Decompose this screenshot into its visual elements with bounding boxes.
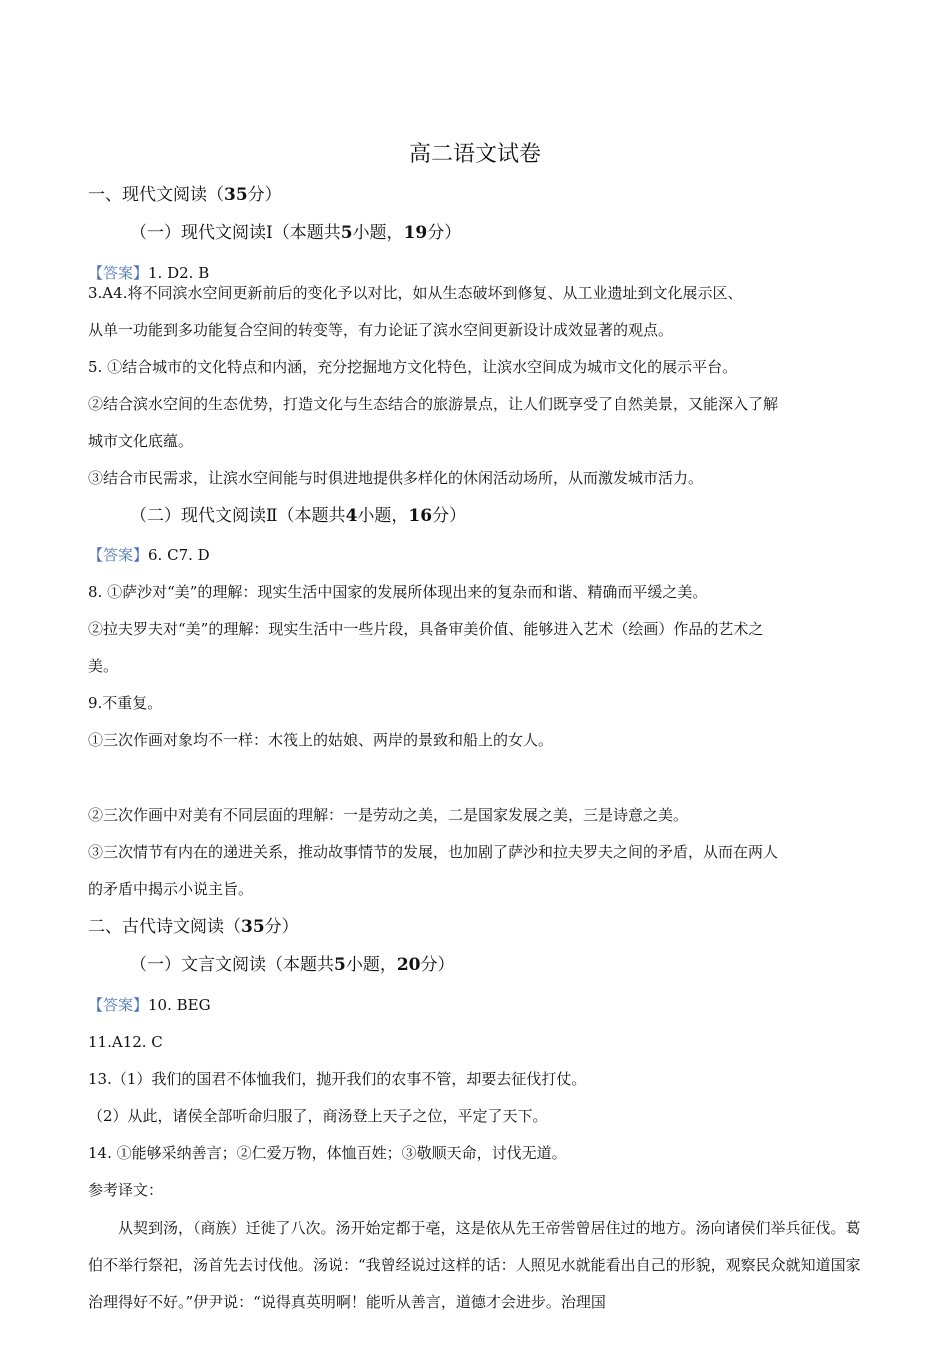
answer-line-1-2: 【答案】1. D2. B (88, 264, 210, 282)
answer-line-9-1: ①三次作画对象均不一样：木筏上的姑娘、两岸的景致和船上的女人。 (88, 731, 554, 749)
subsection-heading-modern-reading-2: （二）现代文阅读Ⅱ（本题共4小题，16分） (130, 506, 467, 526)
answer-line-5-1: 5. ①结合城市的文化特点和内涵，充分挖掘地方文化特色，让滨水空间成为城市文化的展示平台。 (88, 358, 738, 376)
answer-line-9: 9.不重复。 (88, 694, 163, 712)
answer-tag: 【答案】 (88, 996, 149, 1014)
answer-line-9-2: ②三次作画中对美有不同层面的理解：一是劳动之美，二是国家发展之美，三是诗意之美。 (88, 806, 689, 824)
subsection-heading-modern-reading-1: （一）现代文阅读Ⅰ（本题共5小题，19分） (130, 223, 462, 243)
answer-line-9-3: ③三次情节有内在的递进关系，推动故事情节的发展，也加剧了萨沙和拉夫罗夫之间的矛盾，从而在两人 (88, 843, 779, 861)
answer-line-9-3-cont: 的矛盾中揭示小说主旨。 (88, 880, 254, 898)
answer-line-3-4: 3.A4.将不同滨水空间更新前后的变化予以对比，如从生态破坏到修复、从工业遗址到文化展示区、 (88, 284, 743, 302)
answer-line-8-1: 8. ①萨沙对“美”的理解：现实生活中国家的发展所体现出来的复杂而和谐、精确而平缓之美。 (88, 583, 708, 601)
reference-translation-label: 参考译文： (88, 1181, 164, 1199)
answer-tag: 【答案】 (88, 546, 149, 564)
page-title: 高二语文试卷 (408, 142, 541, 167)
answer-line-10: 【答案】10. BEG (88, 996, 211, 1014)
section-heading-modern-reading: 一、现代文阅读（35分） (88, 185, 282, 205)
answer-line-3-4-cont: 从单一功能到多功能复合空间的转变等，有力论证了滨水空间更新设计成效显著的观点。 (88, 321, 674, 339)
answer-line-6-7: 【答案】6. C7. D (88, 546, 210, 564)
answer-line-5-3: ③结合市民需求，让滨水空间能与时俱进地提供多样化的休闲活动场所，从而激发城市活力。 (88, 469, 704, 487)
answer-line-11-12: 11.A12. C (88, 1033, 163, 1051)
subsection-heading-classical-prose: （一）文言文阅读（本题共5小题，20分） (130, 955, 455, 975)
answer-line-13-1: 13.（1）我们的国君不体恤我们，抛开我们的农事不管，却要去征伐打仗。 (88, 1070, 587, 1088)
answer-line-5-2-cont: 城市文化底蕴。 (88, 432, 194, 450)
answer-tag: 【答案】 (88, 264, 149, 282)
answer-line-8-2: ②拉夫罗夫对“美”的理解：现实生活中一些片段，具备审美价值、能够进入艺术（绘画）作品的艺术之 (88, 620, 764, 638)
section-heading-classical-reading: 二、古代诗文阅读（35分） (88, 917, 299, 937)
answer-line-8-2-cont: 美。 (88, 657, 119, 675)
answer-line-13-2: （2）从此，诸侯全部听命归服了，商汤登上天子之位，平定了天下。 (88, 1107, 548, 1125)
reference-translation-text: 从契到汤，（商族）迁徙了八次。汤开始定都于亳，这是依从先王帝喾曾居住过的地方。汤向诸侯们举兵征伐。葛伯不举行祭祀，汤首先去讨伐他。汤说：“我曾经说过这样的话：人照见水就能看出自己的形貌，观察民众就知道国家治理得好不好。”伊尹说：“说得真英明啊！能听从善言，道德才会进步。治理国 (88, 1219, 861, 1311)
answer-line-14: 14. ①能够采纳善言；②仁爱万物，体恤百姓；③敬顺天命，讨伐无道。 (88, 1144, 567, 1162)
answer-line-5-2: ②结合滨水空间的生态优势，打造文化与生态结合的旅游景点，让人们既享受了自然美景，又能深入了解 (88, 395, 779, 413)
